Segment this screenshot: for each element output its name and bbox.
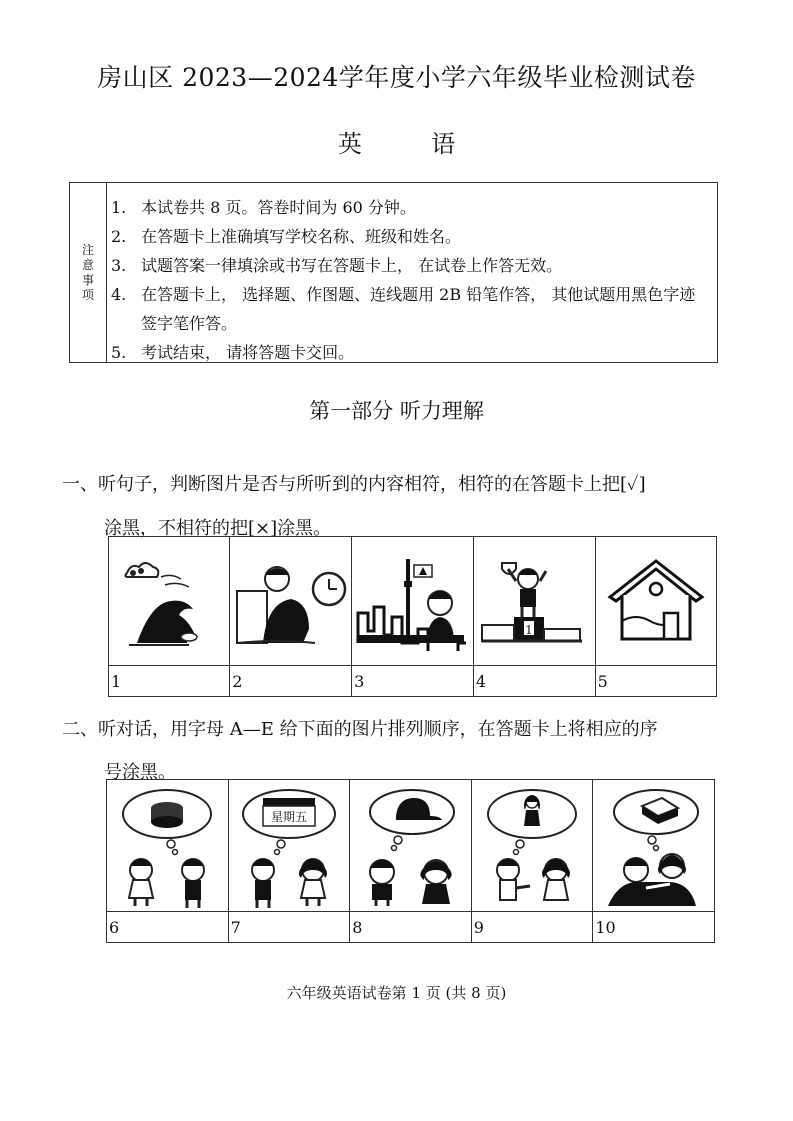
q2-number-7: 7 bbox=[228, 912, 350, 943]
q1-picture-1 bbox=[109, 537, 230, 666]
q1-number-2: 2 bbox=[230, 666, 352, 697]
q2-picture-10 bbox=[593, 780, 715, 912]
q2-picture-7 bbox=[228, 780, 350, 912]
part-heading: 第一部分 听力理解 bbox=[309, 399, 484, 423]
notice-item: 4. 在答题卡上， 选择题、作图题、连线题用 2B 铅笔作答， 其他试题用黑色字迹签字笔作答。 bbox=[111, 285, 696, 333]
podium-winner-icon bbox=[476, 551, 592, 651]
subject-char-1: 英 bbox=[337, 130, 362, 158]
svg-text:1: 1 bbox=[525, 623, 534, 637]
q2-picture-6 bbox=[107, 780, 229, 912]
q1-instruction-line1: 一、听句子，判断图片是否与所听到的内容相符，相符的在答题卡上把[✓] bbox=[62, 474, 646, 495]
q1-picture-4 bbox=[473, 537, 595, 666]
page-footer: 六年级英语试卷第 1 页 (共 8 页) bbox=[286, 984, 507, 1002]
subject-char-2: 语 bbox=[431, 130, 456, 158]
eraser-thought-icon bbox=[602, 784, 706, 908]
city-canada-flag-icon bbox=[356, 551, 468, 651]
subject-title bbox=[0, 124, 793, 159]
q2-number-8: 8 bbox=[350, 912, 472, 943]
q1-number-4: 4 bbox=[473, 666, 595, 697]
q1-number-5: 5 bbox=[595, 666, 716, 697]
q2-number-6: 6 bbox=[107, 912, 229, 943]
q2-number-10: 10 bbox=[593, 912, 715, 943]
girl-thought-icon bbox=[480, 784, 584, 908]
notice-label-column bbox=[70, 183, 107, 362]
exam-title: 房山区 2023—2024学年度小学六年级毕业检测试卷 bbox=[97, 63, 696, 92]
q2-instruction-line1: 二、听对话，用字母 A—E 给下面的图片排列顺序，在答题卡上将相应的序 bbox=[62, 719, 658, 740]
cap-thought-icon bbox=[358, 784, 462, 908]
notice-item: 2. 在答题卡上准确填写学校名称、班级和姓名。 bbox=[111, 227, 462, 246]
q2-picture-9 bbox=[471, 780, 593, 912]
q1-number-3: 3 bbox=[352, 666, 474, 697]
q2-instruction-line2: 号涂黑。 bbox=[104, 762, 176, 783]
q1-instruction-line2: 涂黑，不相符的把[×]涂黑。 bbox=[104, 518, 332, 539]
q1-number-1: 1 bbox=[109, 666, 230, 697]
notice-label: 注 意 事 项 bbox=[81, 243, 94, 302]
notice-item: 1. 本试卷共 8 页。答卷时间为 60 分钟。 bbox=[111, 198, 416, 217]
friday-calendar-thought-icon bbox=[237, 784, 341, 908]
q1-picture-table bbox=[108, 536, 717, 697]
calendar-text: 星期五 bbox=[270, 809, 307, 824]
q2-number-9: 9 bbox=[471, 912, 593, 943]
wind-weather-icon bbox=[119, 551, 219, 651]
house-icon bbox=[606, 551, 706, 651]
notice-item: 3. 试题答案一律填涂或书写在答题卡上， 在试卷上作答无效。 bbox=[111, 256, 563, 275]
q1-picture-3 bbox=[352, 537, 474, 666]
q1-picture-2 bbox=[230, 537, 352, 666]
notice-item: 5. 考试结束， 请将答题卡交回。 bbox=[111, 343, 355, 362]
mooncakes-thought-icon bbox=[115, 784, 219, 908]
boy-getting-up-clock-icon bbox=[233, 551, 349, 651]
q2-picture-table bbox=[106, 779, 715, 943]
notice-list bbox=[111, 193, 711, 367]
notice-box bbox=[69, 182, 718, 363]
q2-picture-8 bbox=[350, 780, 472, 912]
q1-picture-5 bbox=[595, 537, 716, 666]
